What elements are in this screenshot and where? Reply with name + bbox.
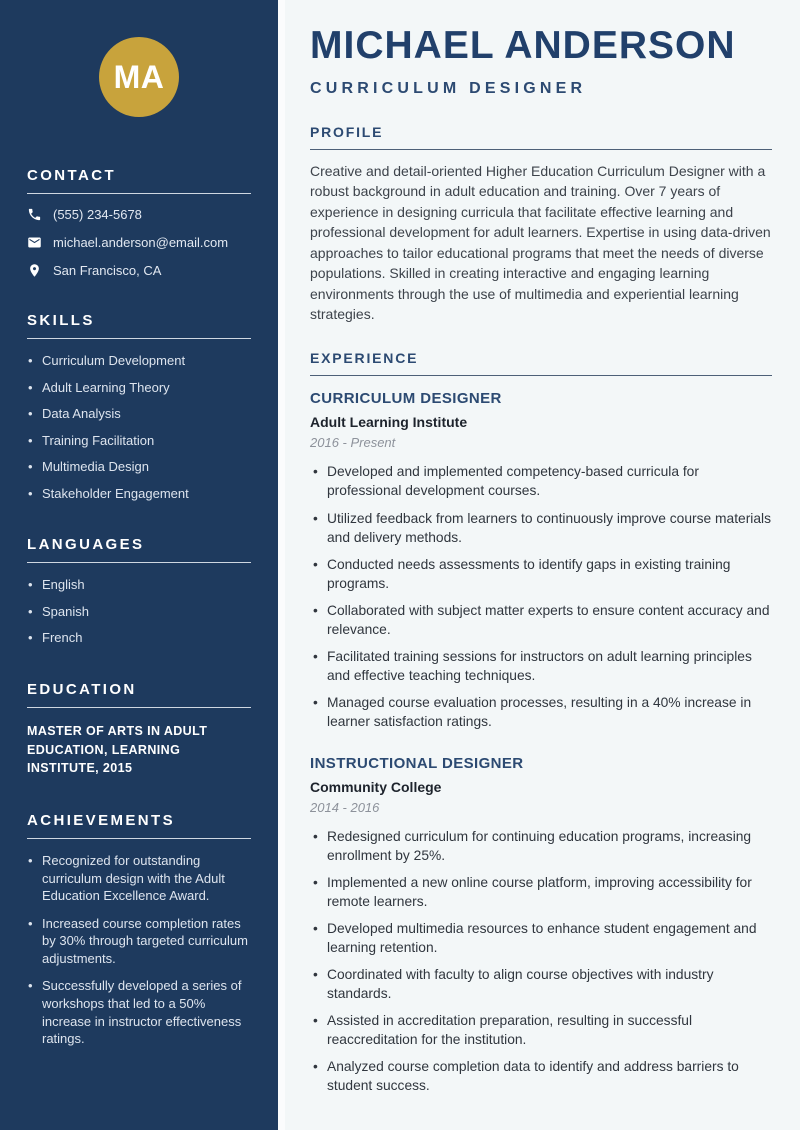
email-icon (27, 235, 42, 250)
job-dates: 2014 - 2016 (310, 799, 380, 815)
contact-location-text: San Francisco, CA (53, 263, 162, 278)
avatar-wrap (27, 37, 251, 117)
achievement-item: • Recognized for outstanding curriculum design with the Adult Education Excellence Award. (27, 852, 251, 905)
experience-section-title: EXPERIENCE (310, 350, 772, 376)
language-item: • French (27, 629, 251, 647)
contact-phone-text: (555) 234-5678 (53, 207, 142, 222)
achievements-section-title: ACHIEVEMENTS (27, 812, 251, 839)
job-bullet-item: • Facilitated training sessions for instructors on adult learning principles and effective teaching techniques. (310, 647, 772, 685)
contact-section-title: CONTACT (27, 167, 251, 194)
profile-section (310, 124, 772, 325)
skills-section (27, 312, 251, 502)
job-bullets (310, 462, 772, 730)
skill-item: • Stakeholder Engagement (27, 485, 251, 503)
job-entry-1 (310, 390, 772, 730)
skill-item: • Adult Learning Theory (27, 379, 251, 397)
skill-item: • Training Facilitation (27, 432, 251, 450)
job-company: Adult Learning Institute (310, 414, 468, 431)
page-edge-strip (278, 0, 285, 1130)
location-icon (27, 263, 42, 278)
contact-section (27, 167, 251, 278)
job-bullet-item: • Implemented a new online course platform, improving accessibility for remote learners. (310, 873, 772, 911)
job-entry-2 (310, 755, 772, 1095)
job-bullet-item: • Redesigned curriculum for continuing education programs, increasing enrollment by 25%. (310, 827, 772, 865)
main-content (285, 0, 800, 1130)
experience-section (310, 350, 772, 1095)
education-section-title: EDUCATION (27, 681, 251, 708)
job-bullet-item: • Utilized feedback from learners to continuously improve course materials and delivery methods. (310, 509, 772, 547)
skills-section-title: SKILLS (27, 312, 251, 339)
avatar-initials: MA (113, 58, 165, 95)
achievement-item: • Successfully developed a series of workshops that led to a 50% increase in instructor effectiveness ratings. (27, 977, 251, 1047)
languages-section (27, 536, 251, 647)
job-bullet-item: • Analyzed course completion data to identify and address barriers to student success. (310, 1057, 772, 1095)
job-dates: 2016 - Present (310, 435, 396, 451)
profile-text: Creative and detail-oriented Higher Education Curriculum Designer with a robust background in adult education and training. Over 7 years of experience in designing curricula that facilitate effective learning and professional development for adult learners. Expertise in using data-driven approaches to tailor educational programs that meet the needs of diverse populations. Skilled in creating interactive and engaging learning environments through the use of multimedia and experiential learning strategies. (310, 162, 771, 322)
achievement-item: • Increased course completion rates by 30% through targeted curriculum adjustments. (27, 915, 251, 968)
person-name: MICHAEL ANDERSON (310, 24, 736, 67)
job-bullet-item: • Conducted needs assessments to identify gaps in existing training programs. (310, 555, 772, 593)
job-bullet-item: • Collaborated with subject matter experts to ensure content accuracy and relevance. (310, 601, 772, 639)
contact-email-row (27, 235, 251, 250)
job-bullet-item: • Managed course evaluation processes, resulting in a 40% increase in learner satisfaction ratings. (310, 693, 772, 731)
person-role: CURRICULUM DESIGNER (310, 79, 587, 97)
achievements-section (27, 812, 251, 1047)
achievements-list (27, 852, 251, 1047)
skill-item: • Multimedia Design (27, 458, 251, 476)
job-bullet-item: • Coordinated with faculty to align course objectives with industry standards. (310, 965, 772, 1003)
job-bullet-item: • Developed and implemented competency-based curricula for professional development courses. (310, 462, 772, 500)
job-company: Community College (310, 778, 442, 795)
job-bullet-item: • Developed multimedia resources to enhance student engagement and learning retention. (310, 919, 772, 957)
sidebar (0, 0, 278, 1130)
contact-phone-row (27, 207, 251, 222)
education-degree: MASTER OF ARTS IN ADULT EDUCATION, LEARNING INSTITUTE, 2015 (27, 723, 208, 776)
profile-section-title: PROFILE (310, 124, 772, 150)
skill-item: • Data Analysis (27, 405, 251, 423)
job-title: CURRICULUM DESIGNER (310, 390, 502, 408)
languages-section-title: LANGUAGES (27, 536, 251, 563)
skill-item: • Curriculum Development (27, 352, 251, 370)
job-bullet-item: • Assisted in accreditation preparation, resulting in successful reaccreditation for the institution. (310, 1011, 772, 1049)
job-title: INSTRUCTIONAL DESIGNER (310, 754, 524, 772)
language-item: • English (27, 576, 251, 594)
languages-list (27, 576, 251, 647)
language-item: • Spanish (27, 603, 251, 621)
avatar (99, 37, 179, 117)
job-bullets (310, 827, 772, 1095)
contact-location-row (27, 263, 251, 278)
contact-email-text: michael.anderson@email.com (53, 235, 229, 250)
skills-list (27, 352, 251, 502)
phone-icon (27, 207, 42, 222)
education-section (27, 681, 251, 778)
